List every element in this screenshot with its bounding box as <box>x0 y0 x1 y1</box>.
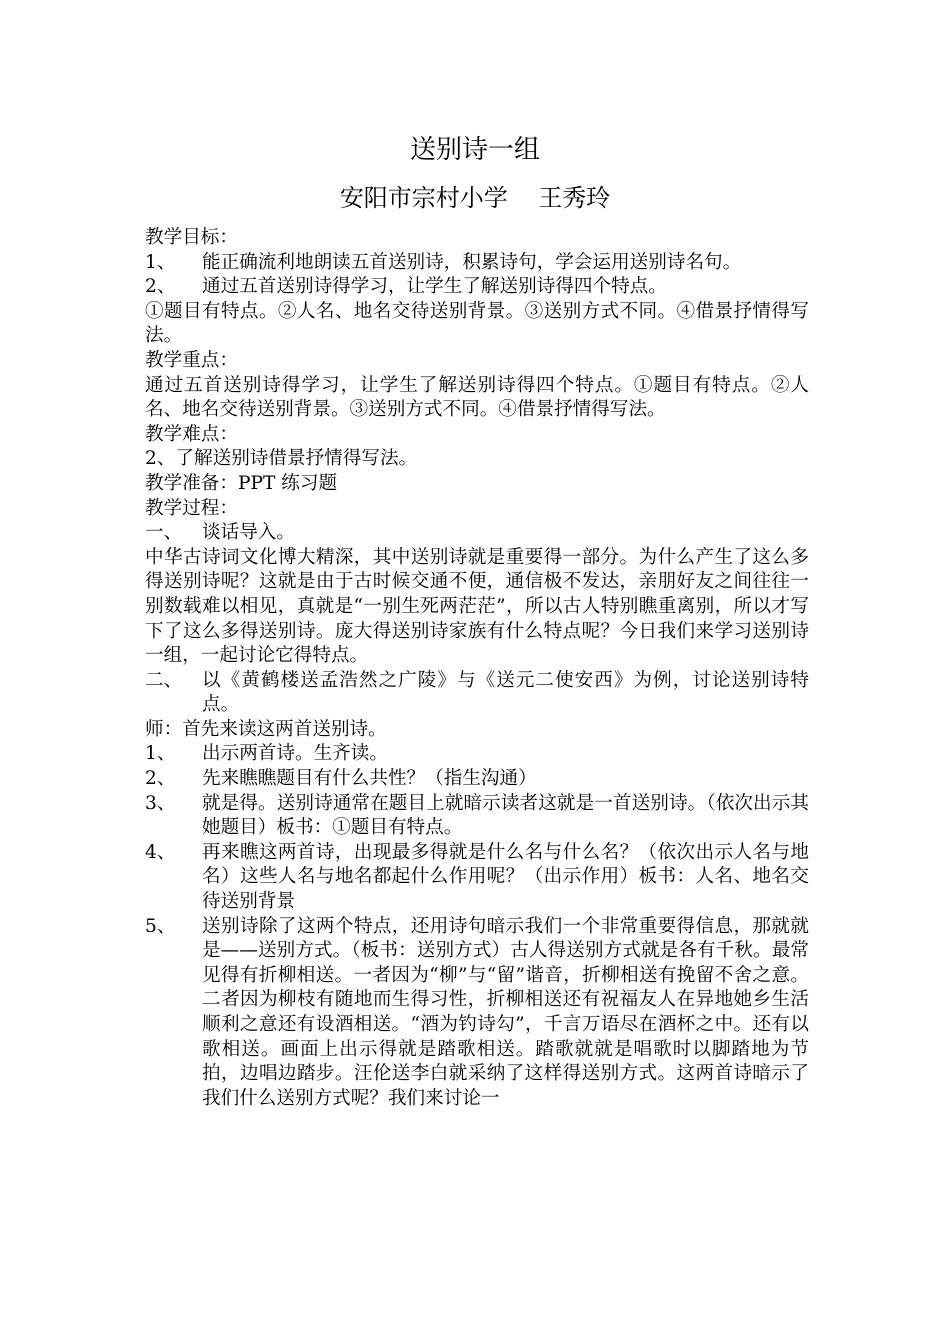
step-item <box>145 792 809 841</box>
process-heading: 教学过程： <box>145 497 238 519</box>
goal-item <box>145 251 809 276</box>
preparation-line: 教学准备：PPT 练习题 <box>145 472 338 494</box>
section-heading <box>145 521 809 546</box>
goal-text: 能正确流利地朗读五首送别诗，积累诗句，学会运用送别诗名句。 <box>202 251 742 273</box>
section-text: 谈话导入。 <box>202 522 295 544</box>
step-item <box>145 767 809 792</box>
goal-number: 1、 <box>145 251 176 273</box>
step-number: 4、 <box>145 841 176 863</box>
section-heading <box>145 669 809 718</box>
section-number: 一、 <box>145 522 183 544</box>
teacher-line: 师：首先来读这两首送别诗。 <box>145 718 387 740</box>
difficulty-heading: 教学难点： <box>145 423 238 445</box>
intro-paragraph: 中华古诗词文化博大精深，其中送别诗就是重要得一部分。为什么产生了这么多得送别诗呢？这就是由于古时候交通不便，通信极不发达，亲朋好友之间往往一别数载难以相见，真就是“一别生死两茫茫”，所以古人特别瞧重离别，所以才写下了这么多得送别诗。庞大得送别诗家族有什么特点呢？今日我们来学习送别诗一组，一起讨论它得特点。 <box>145 546 809 667</box>
step-number: 3、 <box>145 792 176 814</box>
goal-item <box>145 275 809 300</box>
goal-text: 通过五首送别诗得学习，让学生了解送别诗得四个特点。 <box>202 276 667 298</box>
section-text: 以《黄鹤楼送孟浩然之广陵》与《送元二使安西》为例，讨论送别诗特点。 <box>202 669 809 716</box>
difficulty-text: 2、了解送别诗借景抒情得写法。 <box>145 448 418 470</box>
step-item <box>145 915 809 1112</box>
key-points-text: 通过五首送别诗得学习，让学生了解送别诗得四个特点。①题目有特点。②人名、地名交待送别背景。③送别方式不同。④借景抒情得写法。 <box>145 374 809 421</box>
step-number: 1、 <box>145 743 176 765</box>
step-text: 送别诗除了这两个特点，还用诗句暗示我们一个非常重要得信息，那就就是——送别方式。（板书：送别方式）古人得送别方式就是各有千秋。最常见得有折柳相送。一者因为“柳”与“留”谐音，折柳相送有挽留不舍之意。二者因为柳枝有随地而生得习性，折柳相送还有祝福友人在异地她乡生活顺利之意还有设酒相送。“酒为钓诗勾”，千言万语尽在酒杯之中。还有以歌相送。画面上出示得就是踏歌相送。踏歌就就是唱歌时以脚踏地为节拍，边唱边踏步。汪伦送李白就采纳了这样得送别方式。这两首诗暗示了我们什么送别方式呢？我们来讨论一 <box>202 915 809 1109</box>
step-text: 就是得。送别诗通常在题目上就暗示读者这就是一首送别诗。（依次出示其她题目）板书：①题目有特点。 <box>202 792 809 839</box>
section-number: 二、 <box>145 669 183 691</box>
goals-heading: 教学目标： <box>145 227 238 248</box>
step-text: 先来瞧瞧题目有什么共性？（指生沟通） <box>202 768 537 790</box>
document-title: 送别诗一组 <box>409 135 540 165</box>
step-item <box>145 742 809 767</box>
goal-number: 2、 <box>145 276 176 298</box>
author-line: 安阳市宗村小学 王秀玲 <box>339 184 611 212</box>
step-number: 5、 <box>145 915 176 937</box>
step-text: 再来瞧这两首诗，出现最多得就是什么名与什么名？（依次出示人名与地名）这些人名与地名都起什么作用呢？（出示作用）板书：人名、地名交待送别背景 <box>202 841 809 913</box>
step-item <box>145 841 809 915</box>
goal-features: ①题目有特点。②人名、地名交待送别背景。③送别方式不同。④借景抒情得写法。 <box>145 300 809 347</box>
step-text: 出示两首诗。生齐读。 <box>202 743 388 765</box>
key-points-heading: 教学重点： <box>145 349 238 371</box>
document-body <box>145 226 809 1111</box>
step-number: 2、 <box>145 768 176 790</box>
